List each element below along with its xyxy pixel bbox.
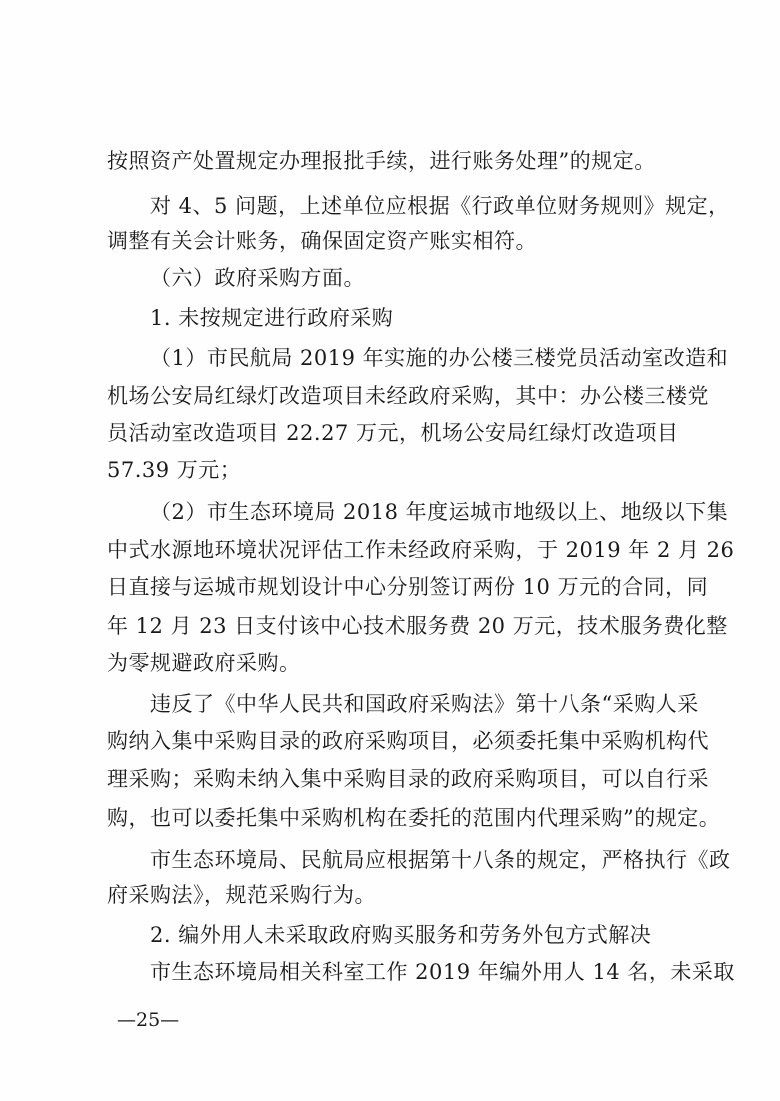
text-line: 理采购；采购未纳入集中采购目录的政府采购项目，可以自行采 xyxy=(107,767,709,791)
text-line: 违反了《中华人民共和国政府采购法》第十八条“采购人采 xyxy=(150,692,699,716)
page-number: —25— xyxy=(117,1009,180,1031)
text-line: （2）市生态环境局 2018 年度运城市地级以上、地级以下集 xyxy=(150,500,729,524)
subsection-heading: 1. 未按规定进行政府采购 xyxy=(150,306,394,330)
text-line: 购，也可以委托集中采购机构在委托的范围内代理采购”的规定。 xyxy=(107,806,721,830)
subsection-heading: 2. 编外用人未采取政府购买服务和劳务外包方式解决 xyxy=(150,923,652,947)
text-line: 员活动室改造项目 22.27 万元，机场公安局红绿灯改造项目 xyxy=(107,421,679,445)
text-line: 购纳入集中采购目录的政府采购项目，必须委托集中采购机构代 xyxy=(107,729,709,753)
text-line: 年 12 月 23 日支付该中心技术服务费 20 万元，技术服务费化整 xyxy=(107,614,728,638)
text-line: （1）市民航局 2019 年实施的办公楼三楼党员活动室改造和 xyxy=(150,346,729,370)
section-heading: （六）政府采购方面。 xyxy=(150,266,365,290)
text-line: 按照资产处置规定办理报批手续，进行账务处理”的规定。 xyxy=(107,149,656,173)
text-line: 市生态环境局、民航局应根据第十八条的规定，严格执行《政 xyxy=(150,848,731,872)
text-line: 调整有关会计账务，确保固定资产账实相符。 xyxy=(107,229,537,253)
text-line: 57.39 万元； xyxy=(107,458,242,482)
text-line: 为零规避政府采购。 xyxy=(107,651,301,675)
text-line: 市生态环境局相关科室工作 2019 年编外用人 14 名，未采取 xyxy=(150,960,735,984)
text-line: 中式水源地环境状况评估工作未经政府采购，于 2019 年 2 月 26 xyxy=(107,538,735,562)
text-line: 机场公安局红绿灯改造项目未经政府采购，其中：办公楼三楼党 xyxy=(107,384,709,408)
text-line: 日直接与运城市规划设计中心分别签订两份 10 万元的合同，同 xyxy=(107,575,709,599)
text-line: 对 4、5 问题，上述单位应根据《行政单位财务规则》规定， xyxy=(150,194,730,218)
text-line: 府采购法》，规范采购行为。 xyxy=(107,883,376,907)
